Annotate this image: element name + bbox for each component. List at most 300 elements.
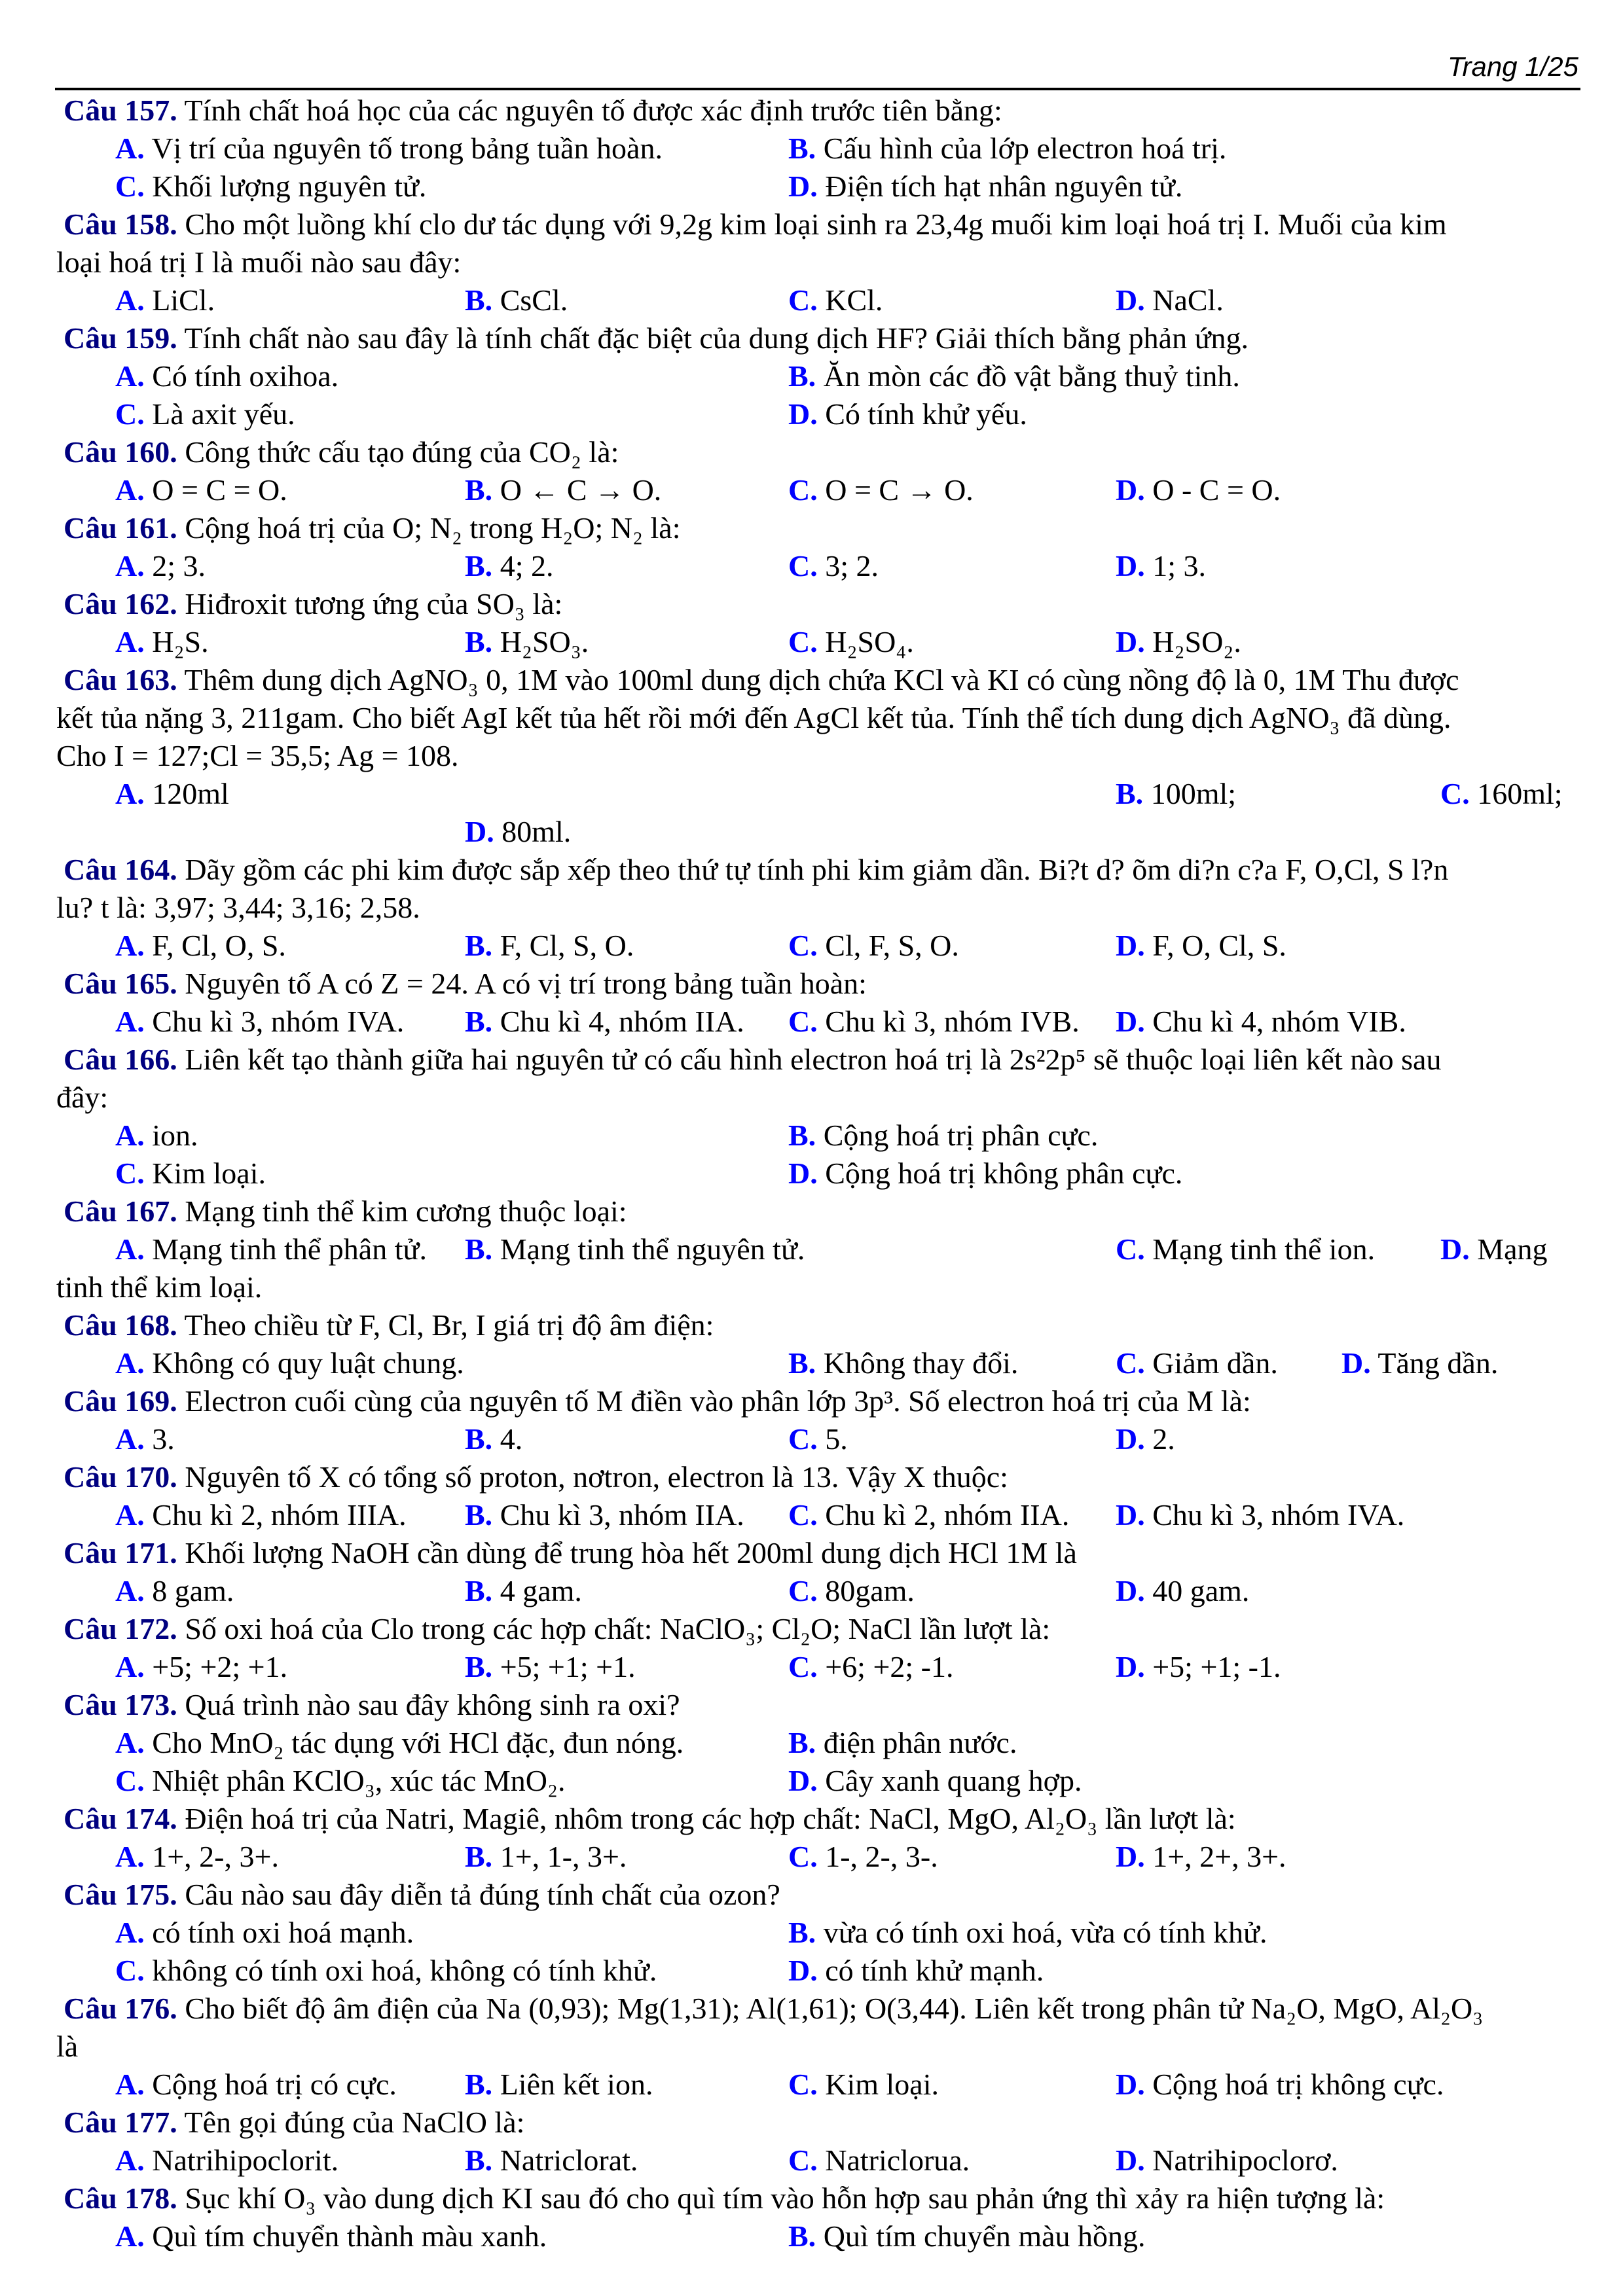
option-text: Mạng tinh thể nguyên tử. (500, 1232, 805, 1266)
answer-option-a[interactable] (115, 471, 287, 509)
option-text: O ← C → O. (500, 473, 662, 507)
answer-option-b[interactable] (465, 1003, 744, 1041)
option-text: Giảm dần. (1152, 1346, 1278, 1380)
option-letter: B. (465, 1574, 493, 1607)
question-stem-line (0, 965, 1623, 1003)
option-letter: C. (788, 1574, 818, 1607)
question-text: Tính chất nào sau đây là tính chất đặc biệt của dung dịch HF? Giải thích bằng phản ứng. (184, 321, 1249, 355)
option-text: 1-, 2-, 3-. (825, 1840, 938, 1873)
option-text: Chu kì 4, nhóm IIA. (500, 1005, 744, 1038)
question-stem (64, 319, 1249, 357)
question-stem (64, 1800, 1236, 1838)
answer-option-a[interactable] (115, 1117, 198, 1155)
answer-option-c[interactable] (788, 2066, 939, 2104)
answer-row (0, 1762, 1623, 1800)
answer-row (0, 927, 1623, 965)
answer-option-d[interactable] (1116, 927, 1286, 965)
question-number: Câu 175. (64, 1878, 177, 1911)
option-letter: D. (1116, 1005, 1145, 1038)
option-letter: A. (115, 929, 145, 962)
question-text: Cho I = 127;Cl = 35,5; Ag = 108. (56, 739, 459, 772)
question-stem (64, 1041, 1441, 1079)
answer-option-d[interactable] (1116, 471, 1281, 509)
answer-option-c[interactable] (788, 623, 914, 661)
option-text: +5; +1; +1. (500, 1650, 636, 1683)
answer-row (0, 471, 1623, 509)
answer-option-a[interactable] (115, 927, 286, 965)
option-letter: D. (788, 170, 818, 203)
option-letter: A. (115, 1840, 145, 1873)
answer-option-c[interactable] (1116, 1344, 1278, 1382)
option-text: 1+, 1-, 3+. (500, 1840, 627, 1873)
option-text: Cộng hoá trị không phân cực. (825, 1157, 1183, 1190)
option-letter: C. (788, 929, 818, 962)
answer-option-c[interactable] (788, 547, 879, 585)
answer-option-a[interactable] (115, 1230, 427, 1268)
option-text: Natrihipoclorơ. (1152, 2144, 1338, 2177)
question-number: Câu 158. (64, 207, 177, 241)
option-text: 160ml; (1477, 777, 1563, 810)
option-text: Natrihipoclorit. (152, 2144, 339, 2177)
answer-option-b[interactable] (788, 1344, 1018, 1382)
question-stem (64, 433, 619, 471)
option-text: F, Cl, S, O. (500, 929, 634, 962)
answer-option-b[interactable] (465, 1496, 744, 1534)
answer-row (0, 1155, 1623, 1193)
question-stem (64, 1534, 1077, 1572)
option-letter: A. (115, 1916, 145, 1949)
answer-option-c[interactable] (788, 1572, 915, 1610)
answer-option-d[interactable] (1116, 1648, 1281, 1686)
option-text: 80ml. (501, 815, 572, 848)
question-stem-line (0, 1534, 1623, 1572)
option-text: H₂SO₂. (1152, 625, 1241, 658)
answer-option-c[interactable] (115, 1952, 657, 1990)
question-stem-line (0, 661, 1623, 699)
answer-row (0, 1648, 1623, 1686)
option-text: Chu kì 2, nhóm IIA. (825, 1498, 1070, 1532)
answer-row (0, 1724, 1623, 1762)
option-text: Natriclorua. (825, 2144, 970, 2177)
answer-row (0, 1268, 1623, 1306)
answer-option-b[interactable] (465, 623, 589, 661)
answer-option-b[interactable] (465, 927, 634, 965)
option-letter: C. (788, 2068, 818, 2101)
page-number: Trang 1/25 (1447, 51, 1578, 82)
question-stem (64, 585, 562, 623)
answer-row (0, 1230, 1623, 1268)
option-letter: A. (115, 1422, 145, 1456)
option-letter: B. (465, 1005, 493, 1038)
option-text: Chu kì 3, nhóm IIA. (500, 1498, 744, 1532)
answer-option-d[interactable] (788, 1952, 1044, 1990)
option-text: LiCl. (152, 283, 215, 317)
option-letter: D. (1116, 2068, 1145, 2101)
option-text: Chu kì 3, nhóm IVA. (152, 1005, 405, 1038)
option-letter: B. (788, 1916, 816, 1949)
question-stem (64, 1990, 1483, 2028)
question-stem-line (0, 509, 1623, 547)
option-letter: B. (465, 929, 493, 962)
option-text: 40 gam. (1152, 1574, 1250, 1607)
answer-row (0, 130, 1623, 168)
answer-option-b[interactable] (788, 2217, 1146, 2255)
answer-option-b[interactable] (788, 357, 1240, 395)
option-text: F, Cl, O, S. (152, 929, 286, 962)
option-letter: A. (115, 359, 145, 393)
option-text: Vị trí của nguyên tố trong bảng tuần hoàn. (151, 132, 663, 165)
option-letter: B. (788, 132, 816, 165)
answer-option-b[interactable] (465, 1572, 582, 1610)
option-text: +5; +1; -1. (1152, 1650, 1281, 1683)
option-text: 4 gam. (500, 1574, 582, 1607)
question-stem (64, 1686, 680, 1724)
question-number: Câu 178. (64, 2181, 177, 2215)
answer-option-b[interactable] (465, 2066, 653, 2104)
answer-option-d[interactable] (1116, 1838, 1286, 1876)
option-letter: D. (788, 1157, 818, 1190)
question-number: Câu 160. (64, 435, 177, 469)
question-text: là (56, 2030, 79, 2063)
option-text: KCl. (825, 283, 883, 317)
question-stem-line (0, 2104, 1623, 2142)
question-stem (56, 889, 420, 927)
option-letter: D. (1116, 549, 1145, 583)
answer-option-d[interactable] (788, 168, 1182, 206)
answer-row (0, 1952, 1623, 1990)
option-text: Chu kì 3, nhóm IVB. (825, 1005, 1080, 1038)
question-stem (64, 2179, 1385, 2217)
option-text: CsCl. (500, 283, 568, 317)
question-stem (64, 851, 1448, 889)
question-text: Khối lượng NaOH cần dùng để trung hòa hết 200ml dung dịch HCl 1M là (185, 1536, 1077, 1570)
answer-row (0, 395, 1623, 433)
answer-option-d[interactable] (788, 1762, 1082, 1800)
option-letter: B. (465, 1232, 493, 1266)
option-letter: A. (115, 1346, 145, 1380)
answer-option-c[interactable] (788, 1648, 954, 1686)
answer-row (0, 1496, 1623, 1534)
question-stem (64, 1876, 780, 1914)
answer-option-a[interactable] (115, 281, 215, 319)
question-number: Câu 166. (64, 1043, 177, 1076)
option-letter: B. (465, 283, 493, 317)
answer-option-c[interactable] (788, 471, 974, 509)
option-text: Cấu hình của lớp electron hoá trị. (823, 132, 1227, 165)
question-number: Câu 168. (64, 1308, 177, 1342)
option-letter: A. (115, 1119, 145, 1152)
answer-option-d[interactable] (1116, 2066, 1444, 2104)
option-text: 80gam. (825, 1574, 915, 1607)
answer-option-d[interactable] (1116, 547, 1206, 585)
question-text: Công thức cấu tạo đúng của CO₂ là: (185, 435, 619, 469)
option-text: Là axit yếu. (152, 397, 295, 431)
option-text: điện phân nước. (823, 1726, 1017, 1759)
question-number: Câu 170. (64, 1460, 177, 1494)
option-text: Chu kì 3, nhóm IVA. (1152, 1498, 1405, 1532)
answer-option-a[interactable] (115, 1648, 287, 1686)
question-stem-line (0, 851, 1623, 889)
answer-option-a[interactable] (115, 1724, 684, 1762)
option-letter: B. (465, 549, 493, 583)
question-stem (64, 1382, 1251, 1420)
question-text: đây: (56, 1081, 109, 1114)
option-letter: C. (788, 473, 818, 507)
answer-option-b[interactable] (465, 281, 568, 319)
answer-option-b[interactable] (465, 471, 661, 509)
question-stem-line (0, 2179, 1623, 2217)
option-text: 1+, 2+, 3+. (1152, 1840, 1286, 1873)
answer-option-b[interactable] (788, 1914, 1267, 1952)
question-text: loại hoá trị I là muối nào sau đây: (56, 245, 462, 279)
answer-option-d[interactable] (788, 1155, 1182, 1193)
option-letter: A. (115, 2144, 145, 2177)
answer-option-a[interactable] (115, 2217, 547, 2255)
question-text: Theo chiều từ F, Cl, Br, I giá trị độ âm điện: (184, 1308, 714, 1342)
option-letter: B. (788, 1119, 816, 1152)
option-text: không có tính oxi hoá, không có tính khử. (152, 1954, 657, 1987)
option-text: Chu kì 4, nhóm VIB. (1152, 1005, 1406, 1038)
option-text: có tính khử mạnh. (825, 1954, 1044, 1987)
question-stem-line (0, 1876, 1623, 1914)
option-letter: A. (115, 132, 145, 165)
answer-option-b[interactable] (788, 1724, 1017, 1762)
question-number: Câu 159. (64, 321, 177, 355)
answer-option-b[interactable] (1116, 775, 1236, 813)
option-text: 100ml; (1150, 777, 1237, 810)
option-text: Cộng hoá trị có cực. (152, 2068, 397, 2101)
answer-row (0, 1344, 1623, 1382)
question-stem-line (0, 1193, 1623, 1230)
question-text: Cộng hoá trị của O; N₂ trong H₂O; N₂ là: (185, 511, 681, 545)
option-text: 4; 2. (500, 549, 554, 583)
question-stem-line (0, 1041, 1623, 1079)
question-stem (64, 1193, 627, 1230)
answer-option-b[interactable] (465, 1420, 522, 1458)
option-letter: B. (465, 473, 493, 507)
answer-option-a[interactable] (115, 2142, 338, 2179)
option-text: Không thay đổi. (823, 1346, 1019, 1380)
question-number: Câu 173. (64, 1688, 177, 1721)
answer-option-a[interactable] (115, 1914, 414, 1952)
option-letter: A. (115, 1726, 145, 1759)
answer-option-a[interactable] (115, 775, 229, 813)
question-stem-line (0, 1306, 1623, 1344)
option-letter: C. (788, 549, 818, 583)
question-stem-line (0, 1990, 1623, 2028)
question-stem-line (0, 1458, 1623, 1496)
option-text: Nhiệt phân KClO₃, xúc tác MnO₂. (152, 1764, 566, 1797)
option-text: 2; 3. (152, 549, 206, 583)
question-number: Câu 162. (64, 587, 177, 620)
answer-row (0, 2066, 1623, 2104)
answer-option-c[interactable] (788, 1420, 848, 1458)
answer-option-c[interactable] (788, 281, 883, 319)
option-letter: C. (788, 1005, 818, 1038)
answer-option-d[interactable] (1116, 623, 1241, 661)
option-letter: A. (115, 1005, 145, 1038)
answer-row (0, 547, 1623, 585)
question-stem (56, 737, 459, 775)
answer-option-c[interactable] (115, 1762, 565, 1800)
answer-option-c[interactable] (788, 1496, 1069, 1534)
question-text: Quá trình nào sau đây không sinh ra oxi? (185, 1688, 680, 1721)
option-letter: D. (1116, 283, 1145, 317)
option-letter: B. (788, 1346, 816, 1380)
answer-option-d[interactable] (1116, 1496, 1404, 1534)
option-text: O - C = O. (1152, 473, 1281, 507)
answer-option-d[interactable] (1116, 2142, 1338, 2179)
option-letter: A. (115, 473, 145, 507)
question-stem-line (0, 319, 1623, 357)
option-text: Điện tích hạt nhân nguyên tử. (825, 170, 1183, 203)
answer-option-c[interactable] (115, 395, 295, 433)
option-letter: A. (115, 625, 145, 658)
option-text: Cộng hoá trị phân cực. (823, 1119, 1099, 1152)
answer-option-c[interactable] (788, 1003, 1080, 1041)
option-text: Mạng tinh thể phân tử. (152, 1232, 427, 1266)
question-stem-line (0, 243, 1623, 281)
answer-option-a[interactable] (115, 1344, 464, 1382)
option-letter: B. (465, 2144, 493, 2177)
answer-option-d[interactable] (1116, 1572, 1249, 1610)
question-stem-line (0, 1382, 1623, 1420)
question-text: Hiđroxit tương ứng của SO₃ là: (185, 587, 563, 620)
option-letter: B. (788, 1726, 816, 1759)
option-text: 3; 2. (825, 549, 879, 583)
answer-option-a[interactable] (115, 357, 338, 395)
answer-row (0, 1838, 1623, 1876)
option-text: Ăn mòn các đồ vật bằng thuỷ tinh. (823, 359, 1240, 393)
answer-option-b[interactable] (465, 1838, 627, 1876)
option-letter: B. (465, 1840, 493, 1873)
question-stem-line (0, 206, 1623, 243)
question-stem (56, 2028, 78, 2066)
option-letter: D. (1116, 1498, 1145, 1532)
question-text: Sục khí O₃ vào dung dịch KI sau đó cho quì tím vào hỗn hợp sau phản ứng thì xảy ra hiện tượng là: (185, 2181, 1385, 2215)
question-number: Câu 177. (64, 2106, 177, 2139)
option-letter: C. (115, 397, 145, 431)
answer-option-c[interactable] (788, 927, 959, 965)
answer-option-b[interactable] (788, 1117, 1098, 1155)
answer-option-c[interactable] (788, 2142, 970, 2179)
question-text: Nguyên tố A có Z = 24. A có vị trí trong bảng tuần hoàn: (185, 967, 867, 1000)
option-letter: A. (115, 549, 145, 583)
answer-option-a[interactable] (115, 1003, 404, 1041)
answer-option-c[interactable] (788, 1838, 938, 1876)
option-letter: B. (1116, 777, 1144, 810)
option-text: Cho MnO₂ tác dụng với HCl đặc, đun nóng. (152, 1726, 684, 1759)
option-text: 2. (1152, 1422, 1175, 1456)
option-text: Mạng (1477, 1232, 1548, 1266)
answer-option-d[interactable] (1341, 1344, 1498, 1382)
answer-row (0, 2217, 1623, 2255)
question-stem-line (0, 1610, 1623, 1648)
answer-option-b[interactable] (788, 130, 1226, 168)
answer-option-a[interactable] (115, 623, 209, 661)
question-number: Câu 157. (64, 94, 177, 127)
question-stem-line (0, 433, 1623, 471)
answer-option-a[interactable] (115, 1572, 234, 1610)
option-letter: C. (788, 1840, 818, 1873)
answer-option-d[interactable] (788, 395, 1027, 433)
question-stem (64, 2104, 524, 2142)
answer-option-d[interactable] (1116, 1420, 1175, 1458)
question-stem (64, 509, 680, 547)
option-text: Quì tím chuyển màu hồng. (823, 2219, 1146, 2253)
answer-option-c[interactable] (115, 1155, 266, 1193)
answer-option-c[interactable] (1440, 775, 1563, 813)
question-stem (64, 661, 1459, 699)
option-letter: A. (115, 777, 145, 810)
answer-option-c[interactable] (1116, 1230, 1375, 1268)
answer-option-a[interactable] (115, 547, 206, 585)
answer-option-b[interactable] (465, 547, 553, 585)
answer-option-d[interactable] (1116, 1003, 1406, 1041)
question-stem-line (0, 585, 1623, 623)
answer-option-b[interactable] (465, 2142, 638, 2179)
option-text: Có tính khử yếu. (825, 397, 1027, 431)
question-stem (56, 1079, 108, 1117)
option-text: 8 gam. (152, 1574, 234, 1607)
option-letter: C. (115, 170, 145, 203)
option-text: Khối lượng nguyên tử. (152, 170, 427, 203)
option-letter: C. (788, 1422, 818, 1456)
answer-option-a[interactable] (115, 1496, 407, 1534)
answer-option-a[interactable] (115, 130, 663, 168)
option-letter: C. (1116, 1232, 1145, 1266)
option-text: Không có quy luật chung. (152, 1346, 464, 1380)
option-text: vừa có tính oxi hoá, vừa có tính khử. (823, 1916, 1267, 1949)
answer-option-d[interactable] (1116, 281, 1224, 319)
question-stem (56, 699, 1451, 737)
answer-option-b[interactable] (465, 1230, 805, 1268)
question-number: Câu 176. (64, 1992, 177, 2025)
question-text: Cho biết độ âm điện của Na (0,93); Mg(1,31); Al(1,61); O(3,44). Liên kết trong phân tử Na₂O, MgO, Al₂O₃ (185, 1992, 1484, 2025)
answer-row (0, 623, 1623, 661)
answer-option-b[interactable] (465, 1648, 636, 1686)
answer-option-d[interactable] (465, 813, 571, 851)
question-number: Câu 163. (64, 663, 177, 696)
option-letter: B. (465, 2068, 493, 2101)
answer-option-c[interactable] (115, 168, 426, 206)
question-text: Tính chất hoá học của các nguyên tố được xác định trước tiên bằng: (184, 94, 1002, 127)
question-stem-line (0, 1800, 1623, 1838)
answer-option-d[interactable] (1440, 1230, 1548, 1268)
question-stem (64, 206, 1447, 243)
answer-row (0, 1117, 1623, 1155)
question-number: Câu 165. (64, 967, 177, 1000)
option-letter: D. (1116, 1422, 1145, 1456)
question-stem (64, 92, 1002, 130)
option-text: Mạng tinh thể ion. (1152, 1232, 1376, 1266)
option-text: Kim loại. (825, 2068, 939, 2101)
answer-option-a[interactable] (115, 1838, 279, 1876)
option-text: Cây xanh quang hợp. (825, 1764, 1082, 1797)
question-number: Câu 172. (64, 1612, 177, 1645)
question-text: Mạng tinh thể kim cương thuộc loại: (185, 1194, 627, 1228)
answer-option-a[interactable] (115, 1420, 175, 1458)
option-text: Kim loại. (152, 1157, 266, 1190)
option-letter: C. (115, 1954, 145, 1987)
question-number: Câu 174. (64, 1802, 177, 1835)
question-text: Cho một luồng khí clo dư tác dụng với 9,2g kim loại sinh ra 23,4g muối kim loại hoá trị I. Muối của kim (185, 207, 1447, 241)
answer-row (0, 775, 1623, 813)
answer-option-a[interactable] (115, 2066, 397, 2104)
option-text: 4. (500, 1422, 523, 1456)
option-letter: D. (1116, 2144, 1145, 2177)
option-letter: D. (788, 1954, 818, 1987)
